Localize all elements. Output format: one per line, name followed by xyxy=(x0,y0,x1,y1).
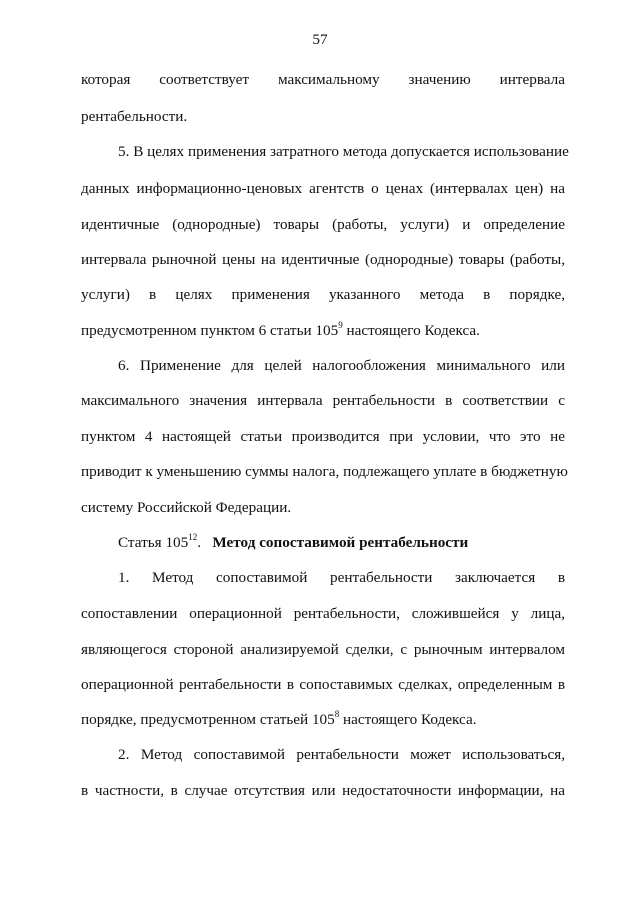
text-fragment: порядке, предусмотренном статьей 105 xyxy=(81,711,335,728)
text-line: максимального значения интервала рентабельности в соответствии с xyxy=(81,392,565,409)
text-line: операционной рентабельности в сопоставимых сделках, определенным в xyxy=(81,676,565,693)
text-line xyxy=(81,321,565,341)
text-line: 1. Метод сопоставимой рентабельности заключается в xyxy=(118,569,565,586)
text-fragment: настоящего Кодекса. xyxy=(339,711,477,728)
text-line xyxy=(81,710,565,730)
superscript: 12 xyxy=(188,531,198,542)
text-line: систему Российской Федерации. xyxy=(81,499,292,516)
text-line: в частности, в случае отсутствия или недостаточности информации, на xyxy=(81,782,565,799)
article-number: Статья 105 xyxy=(118,534,189,551)
text-line: приводит к уменьшению суммы налога, подлежащего уплате в бюджетную xyxy=(81,463,568,480)
text-line: рентабельности. xyxy=(81,108,188,125)
superscript: 8 xyxy=(334,708,340,719)
text-line: 6. Применение для целей налогообложения минимального или xyxy=(118,357,565,374)
text-fragment: настоящего Кодекса. xyxy=(342,322,480,339)
article-title: Метод сопоставимой рентабельности xyxy=(212,534,469,551)
text-line: которая соответствует максимальному значению интервала xyxy=(81,71,565,88)
text-line: услуги) в целях применения указанного метода в порядке, xyxy=(81,286,565,303)
text-fragment: предусмотренном пунктом 6 статьи 105 xyxy=(81,322,339,339)
article-heading xyxy=(118,533,565,553)
text-line: сопоставлении операционной рентабельности, сложившейся у лица, xyxy=(81,605,565,622)
page-number: 57 xyxy=(312,31,328,48)
text-line: интервала рыночной цены на идентичные (однородные) товары (работы, xyxy=(81,251,565,268)
text-line: идентичные (однородные) товары (работы, услуги) и определение xyxy=(81,216,565,233)
text-line: являющегося стороной анализируемой сделки, с рыночным интервалом xyxy=(81,641,565,658)
text-line: данных информационно-ценовых агентств о ценах (интервалах цен) на xyxy=(81,180,565,197)
text-line: 2. Метод сопоставимой рентабельности может использоваться, xyxy=(118,746,565,763)
superscript: 9 xyxy=(338,319,343,330)
text-fragment: . xyxy=(197,534,202,551)
text-line: 5. В целях применения затратного метода допускается использование xyxy=(118,143,569,160)
text-line: пунктом 4 настоящей статьи производится при условии, что это не xyxy=(81,428,565,445)
